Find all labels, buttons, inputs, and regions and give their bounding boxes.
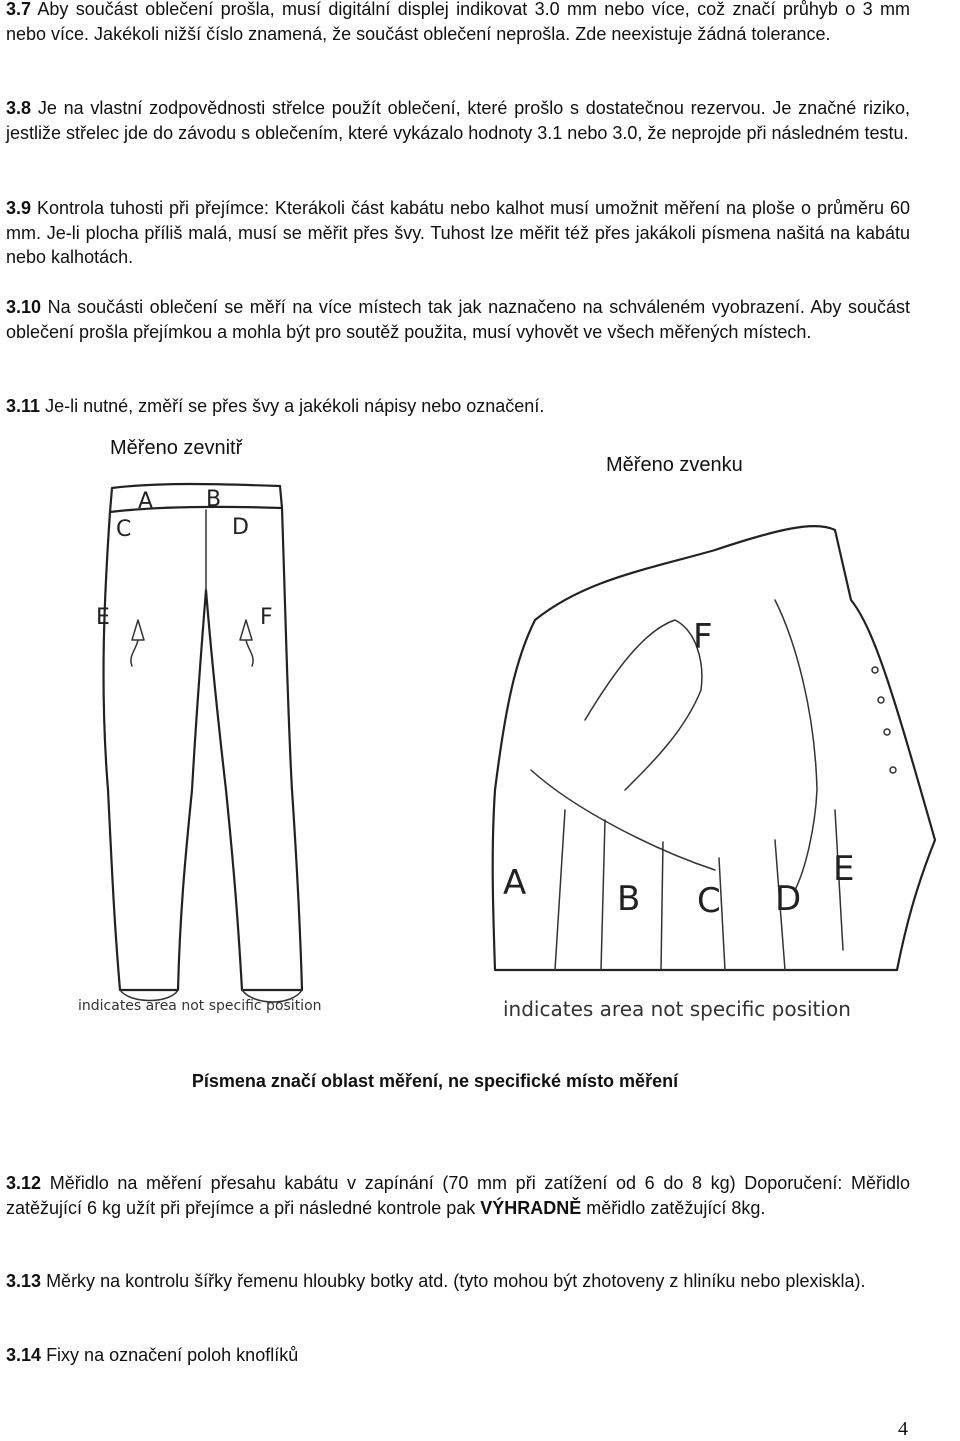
emphasis-text: VÝHRADNĚ (480, 1197, 582, 1218)
paragraph-text: Měřidlo na měření přesahu kabátu v zapínání (70 mm při zatížení od 6 do 8 kg) Doporučení: Měřidlo zatěžující 6 kg užít při přejímce a při následné kontrole pak (6, 1173, 910, 1218)
paragraph-text: Je-li nutné, změří se přes švy a jakékoli nápisy nebo označení. (45, 396, 545, 416)
paragraph-number: 3.11 (6, 396, 41, 416)
paragraph-text: Kontrola tuhosti při přejímce: Kterákoli část kabátu nebo kalhot musí umožnit měření na ploše o průměru 60 mm. Je-li plocha příliš malá, musí se měřit přes švy. Tuhost lze měřit též přes jakákoli písmena našitá na kabátu nebo kalhotách. (6, 198, 910, 267)
jacket-letter-a: A (503, 863, 527, 903)
trousers-letter-b: B (206, 487, 222, 512)
trousers-letter-d: D (232, 515, 249, 540)
paragraph-3-14 (6, 1343, 910, 1368)
paragraph-text: Fixy na označení poloh knoflíků (46, 1345, 299, 1365)
paragraph-text: Je na vlastní zodpovědnosti střelce použít oblečení, které prošlo s dostatečnou rezervou. Je značné riziko, jestliže střelec jde do závodu s oblečením, které vykázalo hodnoty 3.1 nebo 3.0, že neprojde při následném testu. (6, 98, 910, 143)
trousers-letter-e: E (96, 605, 110, 630)
trousers-letter-a: A (138, 489, 154, 514)
jacket-letter-f: F (693, 617, 713, 657)
paragraph-3-7 (6, 0, 910, 46)
paragraph-3-13 (6, 1269, 956, 1294)
paragraph-text: Aby součást oblečení prošla, musí digitální displej indikovat 3.0 mm nebo více, což značí průhyb o 3 mm nebo více. Jakékoli nižší číslo znamená, že součást oblečení neprošla. Zde neexistuje žádná tolerance. (6, 0, 910, 44)
jacket-letter-b: B (617, 879, 641, 919)
pleat-arrow-left (131, 620, 144, 666)
page-number: 4 (898, 1418, 908, 1440)
paragraph-3-8 (6, 96, 910, 145)
paragraph-text: Měrky na kontrolu šířky řemenu hloubky botky atd. (tyto mohou být zhotoveny z hliníku nebo plexiskla). (46, 1271, 866, 1291)
trousers-letter-f: F (260, 605, 273, 630)
jacket-area-note: indicates area not specific position (503, 997, 851, 1021)
paragraph-3-9 (6, 196, 910, 270)
paragraph-text: Na součásti oblečení se měří na více místech tak jak naznačeno na schváleném vyobrazení. Aby součást oblečení prošla přejímkou a mohla být pro soutěž použita, musí vyhovět ve všech měřených místech. (6, 297, 910, 342)
paragraph-number: 3.14 (6, 1345, 42, 1365)
paragraph-number: 3.7 (6, 0, 32, 19)
pleat-arrow-right (240, 620, 253, 666)
jacket-letter-d: D (775, 879, 802, 919)
trousers-area-note: indicates area not specific position (78, 998, 322, 1014)
paragraph-number: 3.13 (6, 1271, 42, 1291)
trousers-illustration (60, 470, 390, 1030)
paragraph-text-end: měřidlo zatěžující 8kg. (586, 1197, 766, 1218)
paragraph-number: 3.10 (6, 297, 42, 317)
paragraph-3-11 (6, 394, 910, 419)
jacket-sleeve-right (775, 600, 817, 890)
jacket-sleeve-left (585, 620, 702, 790)
jacket-illustration (475, 470, 955, 1030)
figure-caption: Písmena značí oblast měření, ne specifické místo měření (191, 1071, 679, 1091)
jacket-letter-e: E (833, 849, 855, 889)
measured-inside-label: Měřeno zevnitř (110, 437, 243, 459)
trousers-letter-c: C (116, 517, 132, 542)
jacket-letter-c: C (697, 881, 721, 921)
measured-outside-label: Měřeno zvenku (606, 454, 743, 476)
trousers-waistband (110, 484, 282, 512)
paragraph-number: 3.9 (6, 198, 32, 218)
paragraph-number: 3.8 (6, 98, 32, 118)
paragraph-number: 3.12 (6, 1173, 42, 1193)
paragraph-3-10 (6, 295, 910, 344)
trousers-outline (104, 508, 302, 990)
paragraph-3-12 (6, 1171, 910, 1220)
